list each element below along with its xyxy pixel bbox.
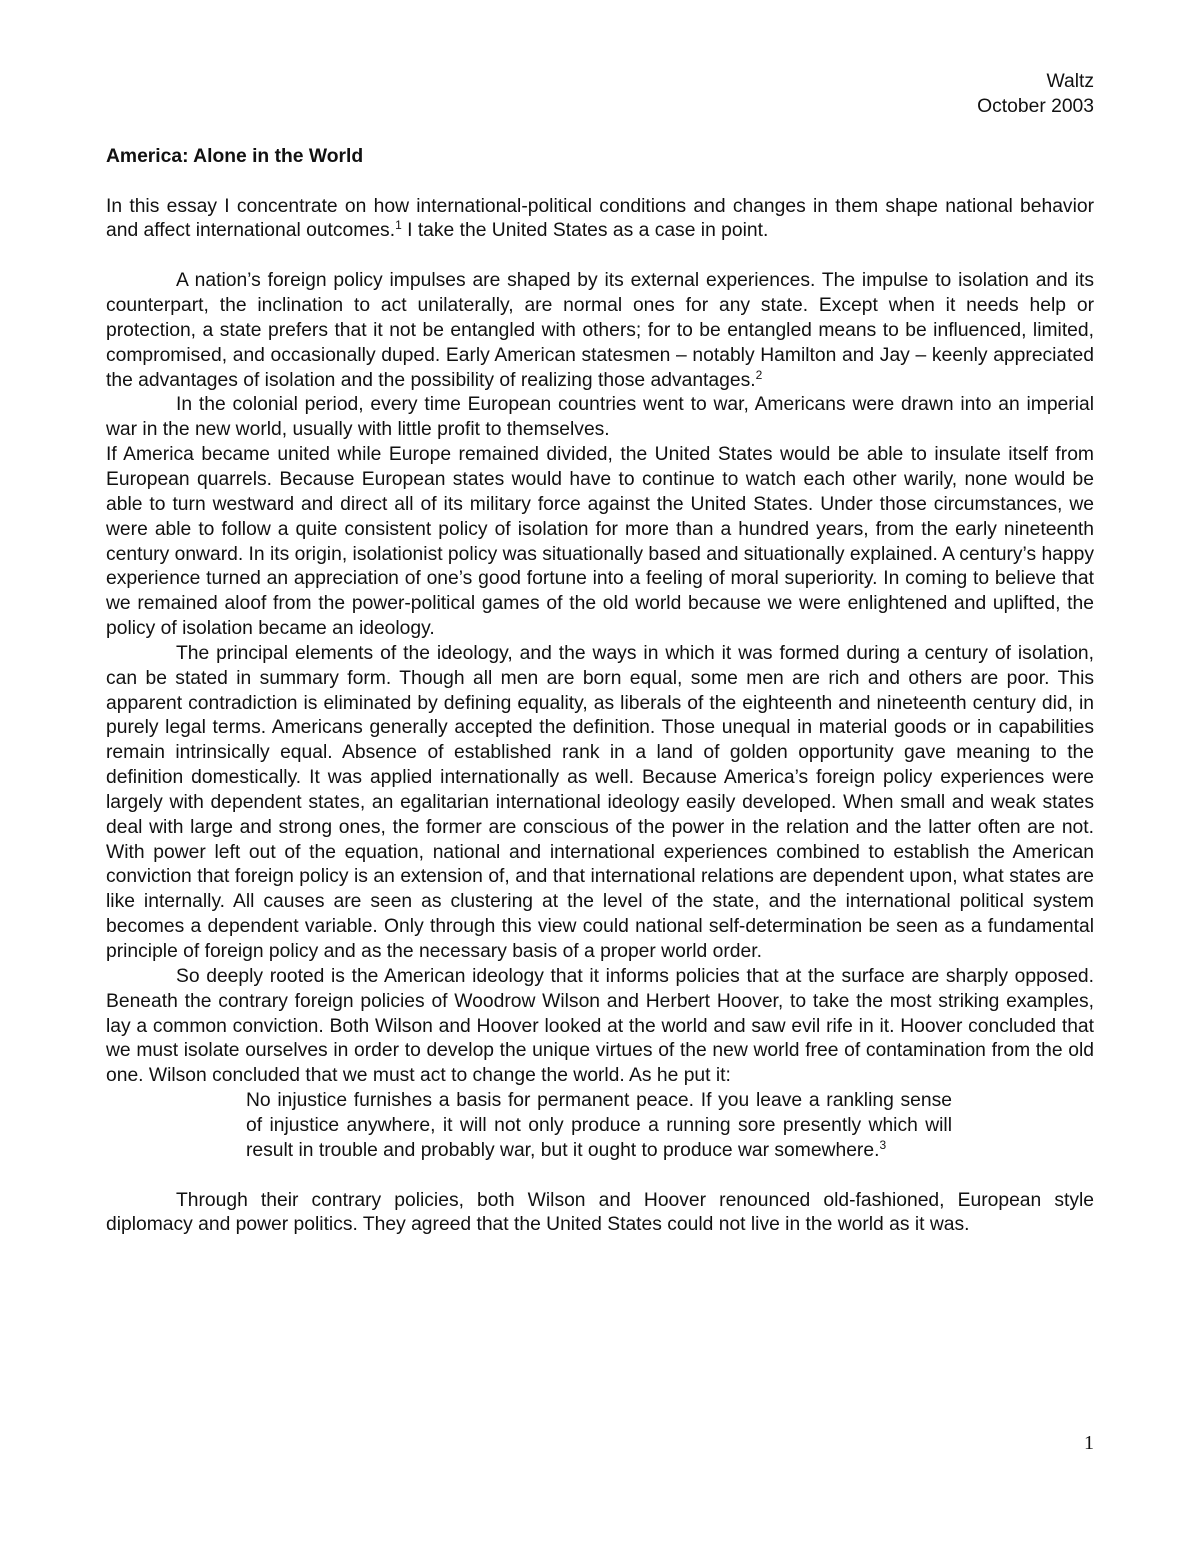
spacer: [106, 170, 1094, 195]
footnote-ref-1: 1: [395, 218, 402, 233]
intro-text: In this essay I concentrate on how international-political conditions and changes in them shape national behavior and affect international outcomes.: [106, 195, 1094, 242]
document-date: October 2003: [977, 95, 1094, 117]
document-title: America: Alone in the World: [106, 145, 364, 167]
paragraph-1-text: A nation’s foreign policy impulses are shaped by its external experiences. The impulse to isolation and its counterpart, the inclination to act unilaterally, are normal ones for any state. Except when it needs help or protection, a state prefers that it not be entangled with others; for to be entangled means to be influenced, limited, compromised, and occasionally duped. Early American statesmen – notably Hamilton and Jay – keenly appreciated the advantages of isolation and the possibility of realizing those advantages.: [106, 270, 1094, 391]
intro-text-after: I take the United States as a case in point.: [401, 220, 769, 242]
footnote-ref-3: 3: [879, 1137, 887, 1152]
spacer: [106, 244, 1094, 269]
spacer: [106, 1164, 1094, 1189]
footnote-ref-2: 2: [755, 367, 763, 382]
block-quote: [246, 1089, 952, 1164]
author-name: Waltz: [1046, 71, 1094, 92]
body-paragraph-1: [106, 269, 1094, 393]
header-block: [106, 70, 1094, 120]
quote-text: No injustice furnishes a basis for permanent peace. If you leave a rankling sense of injustice anywhere, it will not only produce a running sore presently which will result in trouble and probably war, but it ought to produce war somewhere.: [246, 1090, 952, 1161]
intro-paragraph: [106, 195, 1094, 245]
page-content: [106, 70, 1094, 1238]
body-paragraph-5: So deeply rooted is the American ideology that it informs policies that at the surface are sharply opposed. Beneath the contrary foreign policies of Woodrow Wilson and Herbert Hoover, to take the most striking examples, lay a common conviction. Both Wilson and Hoover looked at the world and saw evil rife in it. Hoover concluded that we must isolate ourselves in order to develop the unique virtues of the new world free of contamination from the old one. Wilson concluded that we must act to change the world. As he put it:: [106, 965, 1094, 1087]
body-paragraph-4: The principal elements of the ideology, and the ways in which it was formed during a century of isolation, can be stated in summary form. Though all men are born equal, some men are rich and others are poor. This apparent contradiction is eliminated by defining equality, as liberals of the eighteenth and nineteenth century did, in purely legal terms. Americans generally accepted the definition. Those unequal in material goods or in capabilities remain intrinsically equal. Absence of established rank in a land of golden opportunity gave meaning to the definition domestically. It was applied internationally as well. Because America’s foreign policy experiences were largely with dependent states, an egalitarian international ideology easily developed. When small and weak states deal with large and strong ones, the former are conscious of the power in the relation and the latter often are not. With power left out of the equation, national and international experiences combined to establish the American conviction that foreign policy is an extension of, and that international relations are dependent upon, what states are like internally. All causes are seen as clustering at the level of the state, and the international political system becomes a dependent variable. Only through this view could national self-determination be seen as a fundamental principle of foreign policy and as the necessary basis of a proper world order.: [106, 642, 1094, 962]
body-paragraph-2: In the colonial period, every time European countries went to war, Americans were drawn into an imperial war in the new world, usually with little profit to themselves.: [106, 394, 1094, 441]
page-number: 1: [1084, 1432, 1094, 1454]
body-paragraph-6: Through their contrary policies, both Wilson and Hoover renounced old-fashioned, European style diplomacy and power politics. They agreed that the United States could not live in the world as it was.: [106, 1189, 1094, 1236]
body-paragraph-3: If America became united while Europe remained divided, the United States would be able to insulate itself from European quarrels. Because European states would have to continue to watch each other warily, none would be able to turn westward and direct all of its military force against the United States. Under those circumstances, we were able to follow a quite consistent policy of isolation for more than a hundred years, from the early nineteenth century onward. In its origin, isolationist policy was situationally based and situationally explained. A century’s happy experience turned an appreciation of one’s good fortune into a feeling of moral superiority. In coming to believe that we remained aloof from the power-political games of the old world because we were enlightened and uplifted, the policy of isolation became an ideology.: [106, 444, 1094, 640]
